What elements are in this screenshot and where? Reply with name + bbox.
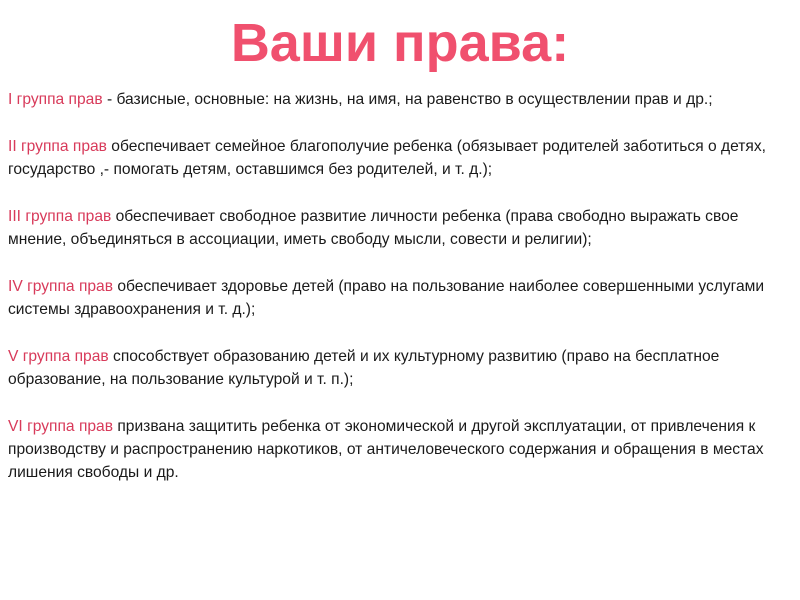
group-1-text: - базисные, основные: на жизнь, на имя, на равенство в осуществлении прав и др.; [102,91,713,108]
group-2-lead: II группа прав [8,138,107,155]
slide-title: Ваши права: [230,13,570,73]
rights-group-6 [8,415,792,484]
rights-group-1 [8,88,792,111]
group-2-text: обеспечивает семейное благополучие ребенка (обязывает родителей заботиться о детях, государство ,- помогать детям, оставшимся без родителей, и т. д.); [8,138,766,178]
group-6-text: призвана защитить ребенка от экономической и другой эксплуатации, от привлечения к производству и распространению наркотиков, от античеловеческого содержания и обращения в местах лишения свободы и др. [8,418,764,481]
group-4-text: обеспечивает здоровье детей (право на пользование наиболее совершенными услугами системы здравоохранения и т. д.); [8,278,765,318]
rights-group-5 [8,345,792,391]
group-3-text: обеспечивает свободное развитие личности ребенка (права свободно выражать свое мнение, объединяться в ассоциации, иметь свободу мысли, совести и религии); [8,208,739,248]
group-6-lead: VI группа прав [8,418,114,435]
group-5-lead: V группа прав [8,348,109,365]
rights-group-2 [8,135,792,181]
rights-group-3 [8,205,792,251]
group-5-text: способствует образованию детей и их культурному развитию (право на бесплатное образование, на пользование культурой и т. п.); [8,348,720,388]
group-1-lead: I группа прав [8,91,103,108]
rights-list [8,88,792,508]
rights-group-4 [8,275,792,321]
group-4-lead: IV группа прав [8,278,114,295]
group-3-lead: III группа прав [8,208,112,225]
